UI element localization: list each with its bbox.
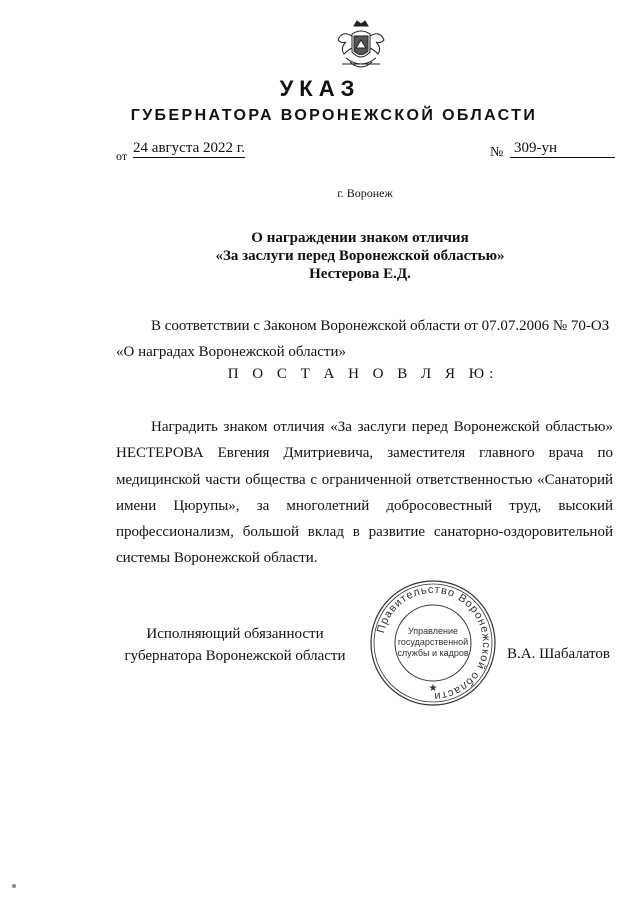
basis-line-1: В соответствии с Законом Воронежской области от 07.07.2006 № 70-ОЗ xyxy=(151,318,610,334)
decree-word: П О С Т А Н О В Л Я Ю: xyxy=(227,366,499,382)
award-line: системы Воронежской области. xyxy=(116,550,318,567)
document-date: 24 августа 2022 г. xyxy=(133,140,245,156)
signatory-position xyxy=(100,623,370,667)
heading-line-2: «За заслуги перед Воронежской областью» xyxy=(215,248,505,264)
award-line: Наградить знаком отличия «За заслуги перед Воронежской областью» xyxy=(151,419,613,435)
award-line: имени Цюрупы», за многолетний добросовестный труд, высокий xyxy=(116,497,613,514)
official-seal xyxy=(368,578,498,708)
seal-center-line-2: государственной xyxy=(397,637,469,647)
basis-line-2: «О наградах Воронежской области» xyxy=(116,344,347,360)
signatory-position-line-2: губернатора Воронежской области xyxy=(124,648,346,664)
document-title: УКАЗ xyxy=(279,76,361,101)
award-line: медицинской части общества с ограниченной ответственностью «Санаторий xyxy=(116,471,613,488)
signatory-name: В.А. Шабалатов xyxy=(507,646,610,662)
document-subtitle: ГУБЕРНАТОРА ВОРОНЕЖСКОЙ ОБЛАСТИ xyxy=(130,107,538,124)
signatory-position-line-1: Исполняющий обязанности xyxy=(146,626,324,642)
award-line: НЕСТЕРОВА Евгения Дмитриевича, заместителя главного врача по xyxy=(116,445,613,462)
award-paragraph xyxy=(116,414,613,572)
scan-mark xyxy=(12,884,16,888)
issue-city: г. Воронеж xyxy=(337,186,393,200)
coat-of-arms-icon xyxy=(332,18,390,76)
seal-center-line-1: Управление xyxy=(407,626,459,636)
heading-line-1: О награждении знаком отличия xyxy=(251,230,469,246)
award-line: профессионализм, большой вклад в развитие санаторно-оздоровительной xyxy=(116,524,613,541)
seal-star-icon: ★ xyxy=(428,683,438,694)
heading-line-3: Нестерова Е.Д. xyxy=(309,266,411,282)
seal-ring-text: Правительство Воронежской области xyxy=(375,583,493,703)
seal-center-line-3: службы и кадров xyxy=(397,648,469,658)
date-prefix: от xyxy=(116,149,128,163)
number-prefix: № xyxy=(490,145,504,160)
document-number: 309-ун xyxy=(510,139,615,158)
